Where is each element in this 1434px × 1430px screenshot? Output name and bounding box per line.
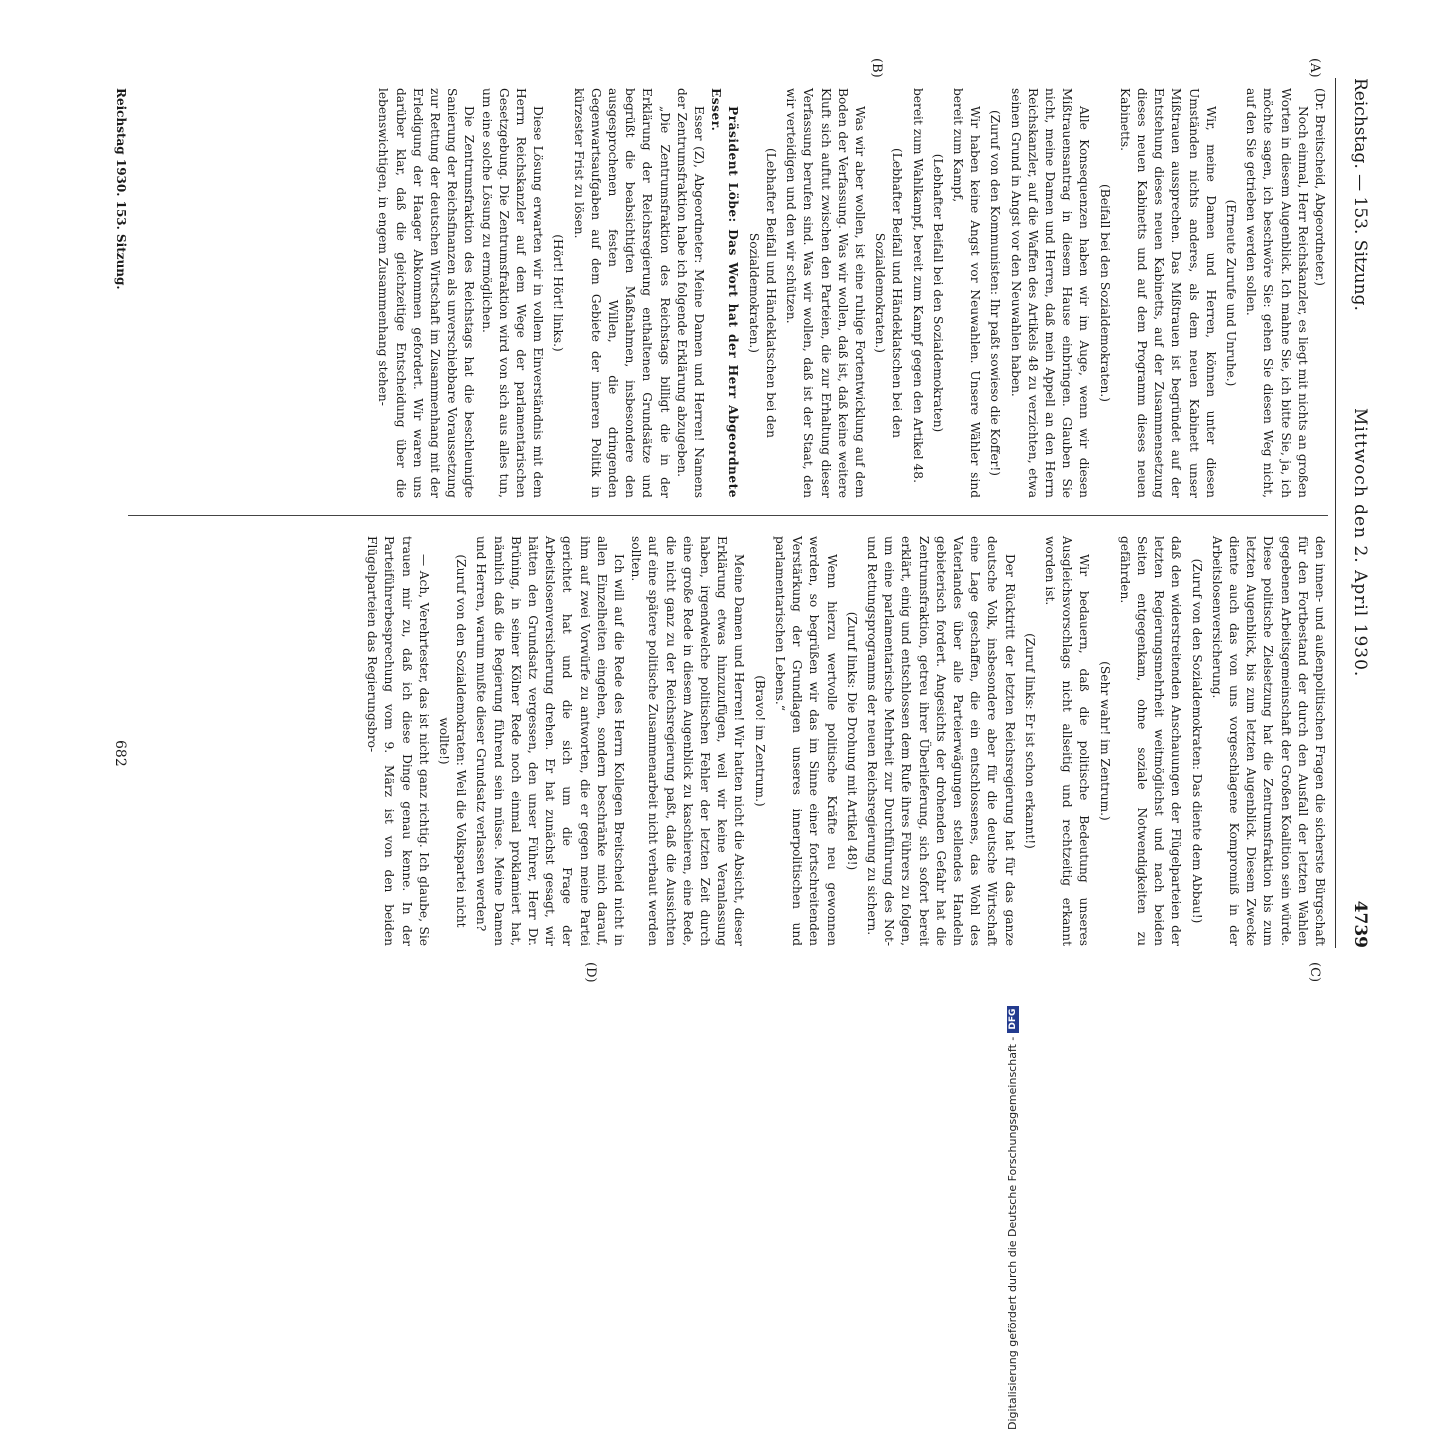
interjection: (Lebhafter Beifall und Händeklatschen bei den Sozialdemokraten.) <box>746 148 778 438</box>
text-column-left <box>374 88 1328 498</box>
interjection: (Zuruf von den Sozialdemokraten: Das diente dem Abbau!) <box>1189 558 1204 924</box>
header-page-number: 4739 <box>1350 900 1370 948</box>
interjection: (Sehr wahr! im Zentrum.) <box>1097 661 1112 821</box>
paragraph: Esser (Z), Abgeordneter: Meine Damen und Herren! Namens der Zentrumsfraktion habe ich folgende Erklärung abzugeben. <box>674 88 707 498</box>
margin-marker-b: (B) <box>869 58 884 78</box>
paragraph: Wir, meine Damen und Herren, können unter diesen Umständen nichts anderes, als dem neuen Kabinett unser Mißtrauen aussprechen. Das Mißtrauen ist begründet auf der Entstehung dieses neuen Kabinetts, auf der Zusammensetzung dieses neuen Kabinetts und auf dem Programm dieses neuen Kabinetts. <box>1117 88 1218 498</box>
header-date: Mittwoch den 2. April 1930. <box>1350 408 1370 678</box>
paragraph: „Die Zentrumsfraktion des Reichstags billigt die in der Erklärung der Reichsregierung enthaltenen Grundsätze und begrüßt die beabsichtigten Maßnahmen, insbesondere den ausgesprochenen festen Willen, die dringenden Gegenwartsaufgaben auf dem Gebiete der inneren Politik in kürzester Frist zu lösen. <box>571 88 672 498</box>
paragraph: Meine Damen und Herren! Wir hatten nicht die Absicht, dieser Erklärung etwas hinzuzufügen, weil wir keine Veranlassung haben, irgendwelche politischen Fehler der letzten Zeit durch eine große Rede in diesem Augenblick zu kaschieren, eine Rede, die nicht ganz zu der Reichsregierung paßt, daß die Aussichten auf eine spätere politische Zusammenarbeit nicht verbaut werden sollten. <box>629 536 747 946</box>
funding-note: Digitalisierung gefördert durch die Deutsche Forschungsgemeinschaft - <box>1006 1036 1019 1430</box>
margin-marker-d: (D) <box>583 962 598 983</box>
header-rule <box>1335 78 1336 948</box>
interjection: (Bravo! im Zentrum.) <box>752 675 767 807</box>
interjection: (Zuruf von den Kommunisten: Ihr paßt sowieso die Koffer!) <box>988 109 1003 477</box>
paragraph: bereit zum Wahlkampf, bereit zum Kampf gegen den Artikel 48. <box>910 88 925 483</box>
paragraph: den innen- und außenpolitischen Fragen die sicherste Bürgschaft für den Fortbestand der durch den Ausfall der letzten Wahlen gegebenen Arbeitsgemeinschaft der Großen Koalition sein würde. Diese politische Zielsetzung hat die Zentrumsfraktion bis zum letzten Augenblick, bis zum letzten Augenblick. Diesem Zwecke diente auch das von uns vorgeschlagene Kompromiß in der Arbeitslosenversicherung. <box>1209 536 1327 946</box>
interjection: (Hört! Hört! links.) <box>551 234 566 352</box>
interjection: (Lebhafter Beifall und Händeklatschen bei den Sozialdemokraten.) <box>873 148 905 438</box>
interjection: (Zuruf links: Die Drohung mit Artikel 48!) <box>844 611 859 871</box>
paragraph: Diese Lösung erwarten wir in vollem Einverständnis mit dem Herrn Reichskanzler auf dem Wege der parlamentarischen Gesetzgebung. Die Zentrumsfraktion wird von sich aus alles tun, um eine solche Lösung zu ermöglichen. <box>479 88 546 498</box>
footer-page-number: 682 <box>112 740 128 767</box>
dfg-logo: DFG <box>1007 1006 1019 1033</box>
paragraph: Alle Konsequenzen haben wir im Auge, wenn wir diesen Mißtrauensantrag in diesem Hause einbringen. Glauben Sie nicht, meine Damen und Herren, daß mein Appell an den Herrn Reichskanzler, auf die Waffen des Artikels 48 zu verzichten, etwa seinen Grund in Angst vor den Neuwahlen haben. <box>1008 88 1092 498</box>
paragraph: Der Rücktritt der letzten Reichsregierung hat für das ganze deutsche Volk, insbesondere aber für die deutsche Wirtschaft eine Lage geschaffen, die ein entschlossenes, das Wohl des Vaterlandes über alle Parteierwägungen stellendes Handeln gebieterisch fordert. Angesichts der drohenden Gefahr hat die Zentrumsfraktion, getreu ihrer Überlieferung, sich sofort bereit erklärt, einig und entschlossen dem Rufe ihres Führers zu folgen, um eine parlamentarische Mehrheit zur Durchführung des Not- und Rettungsprogramms der neuen Reichsregierung zu sichern. <box>864 536 1017 946</box>
interjection: (Erneute Zurufe und Unruhe.) <box>1223 199 1238 387</box>
paragraph: Noch einmal, Herr Reichskanzler, es liegt mit nichts an großen Worten in diesem Augenblick. Ich mahne Sie, ich bitte Sie, ja, ich möchte sagen, ich beschwöre Sie: gehen Sie diesen Weg nicht, auf den Sie getrieben werden sollen. <box>1244 88 1310 498</box>
paragraph: Ich will auf die Rede des Herrn Kollegen Breitscheid nicht in allen Einzelheiten eingehen, sondern beschränke mich darauf, ihm auf zwei Vorwürfe zu antworten, die er gegen meine Partei gerichtet hat und die sich um die Frage der Arbeitslosenversicherung drehen. Er hat zunächst gesagt, wir hätten den Grundsatz vergessen, den unser Führer, Herr Dr. Brüning, in seiner Kölner Rede noch einmal proklamiert hat, nämlich daß die Regierung führend sein müsse. Meine Damen und Herren, warum mußte dieser Grundsatz verlassen werden? <box>474 536 627 946</box>
paragraph: Wenn hierzu wertvolle politische Kräfte neu gewonnen werden, so begrüßen wir das im Sinne einer fortschreitenden Verstärkung der Grundlagen unseres innerpolitischen und parlamentarischen Lebens.“ <box>772 536 839 946</box>
footer-session: Reichstag 1930. 153. Sitzung. <box>114 88 128 290</box>
paragraph: daß den widerstreitenden Anschauungen der Flügelparteien der letzten Regierungsmehrheit weitmöglichst und nach beiden Seiten entgegenkam, ohne soziale Notwendigkeiten zu gefährden. <box>1117 536 1184 946</box>
margin-marker-c: (C) <box>1307 962 1322 983</box>
interjection: (Zuruf links: Er ist schon erkannt!) <box>1022 633 1037 849</box>
paragraph: — Ach, Verehrtester, das ist nicht ganz richtig. Ich glaube, Sie trauen mir zu, daß ich diese Dinge genau kenne. In der Parteiführerbesprechung vom 9. März ist von den beiden Flügelparteien das Regierungsbro- <box>365 536 431 946</box>
speaker-line: Präsident Löbe: Das Wort hat der Herr Abgeordnete Esser. <box>709 88 741 498</box>
paragraph: Wir haben keine Angst vor Neuwahlen. Unsere Wähler sind bereit zum Kampf, <box>950 88 983 498</box>
interjection: (Zuruf von den Sozialdemokraten: Weil die Volkspartei nicht wollte!) <box>437 554 469 928</box>
paragraph: Wir bedauern, daß die politische Bedeutung unseres Ausgleichsvorschlags nicht allseitig und rechtzeitig erkannt worden ist. <box>1042 536 1092 946</box>
interjection: (Lebhafter Beifall bei den Sozialdemokraten) <box>930 153 945 433</box>
paragraph: Die Zentrumsfraktion des Reichstags hat die beschleunigte Sanierung der Reichsfinanzen als unverschiebbare Voraussetzung zur Rettung der deutschen Wirtschaft im Zusammenhang mit der Erledigung der Haager Abkommen gefordert. Wir waren uns darüber klar, daß die gleichzeitige Entscheidung über die lebenswichtigen, in engem Zusammenhang stehen- <box>376 88 477 498</box>
paragraph: (Dr. Breitscheid, Abgeordneter.) <box>1313 88 1327 287</box>
column-divider <box>128 515 1328 516</box>
margin-marker-a: (A) <box>1307 58 1322 78</box>
interjection: (Beifall bei den Sozialdemokraten.) <box>1097 184 1112 402</box>
page-header <box>1336 78 1370 948</box>
header-left: Reichstag. — 153. Sitzung. <box>1350 78 1370 311</box>
text-column-right <box>363 536 1328 946</box>
paragraph: Was wir aber wollen, ist eine ruhige Fortentwicklung auf dem Boden der Verfassung. Was wir wollen, daß ist, daß keine weitere Kluft sich auftut zwischen den Parteien, die zur Erhaltung dieser Verfassung berufen sind. Was wir wollen, daß ist der Staat, den wir verteidigen und den wir schützen. <box>784 88 867 498</box>
